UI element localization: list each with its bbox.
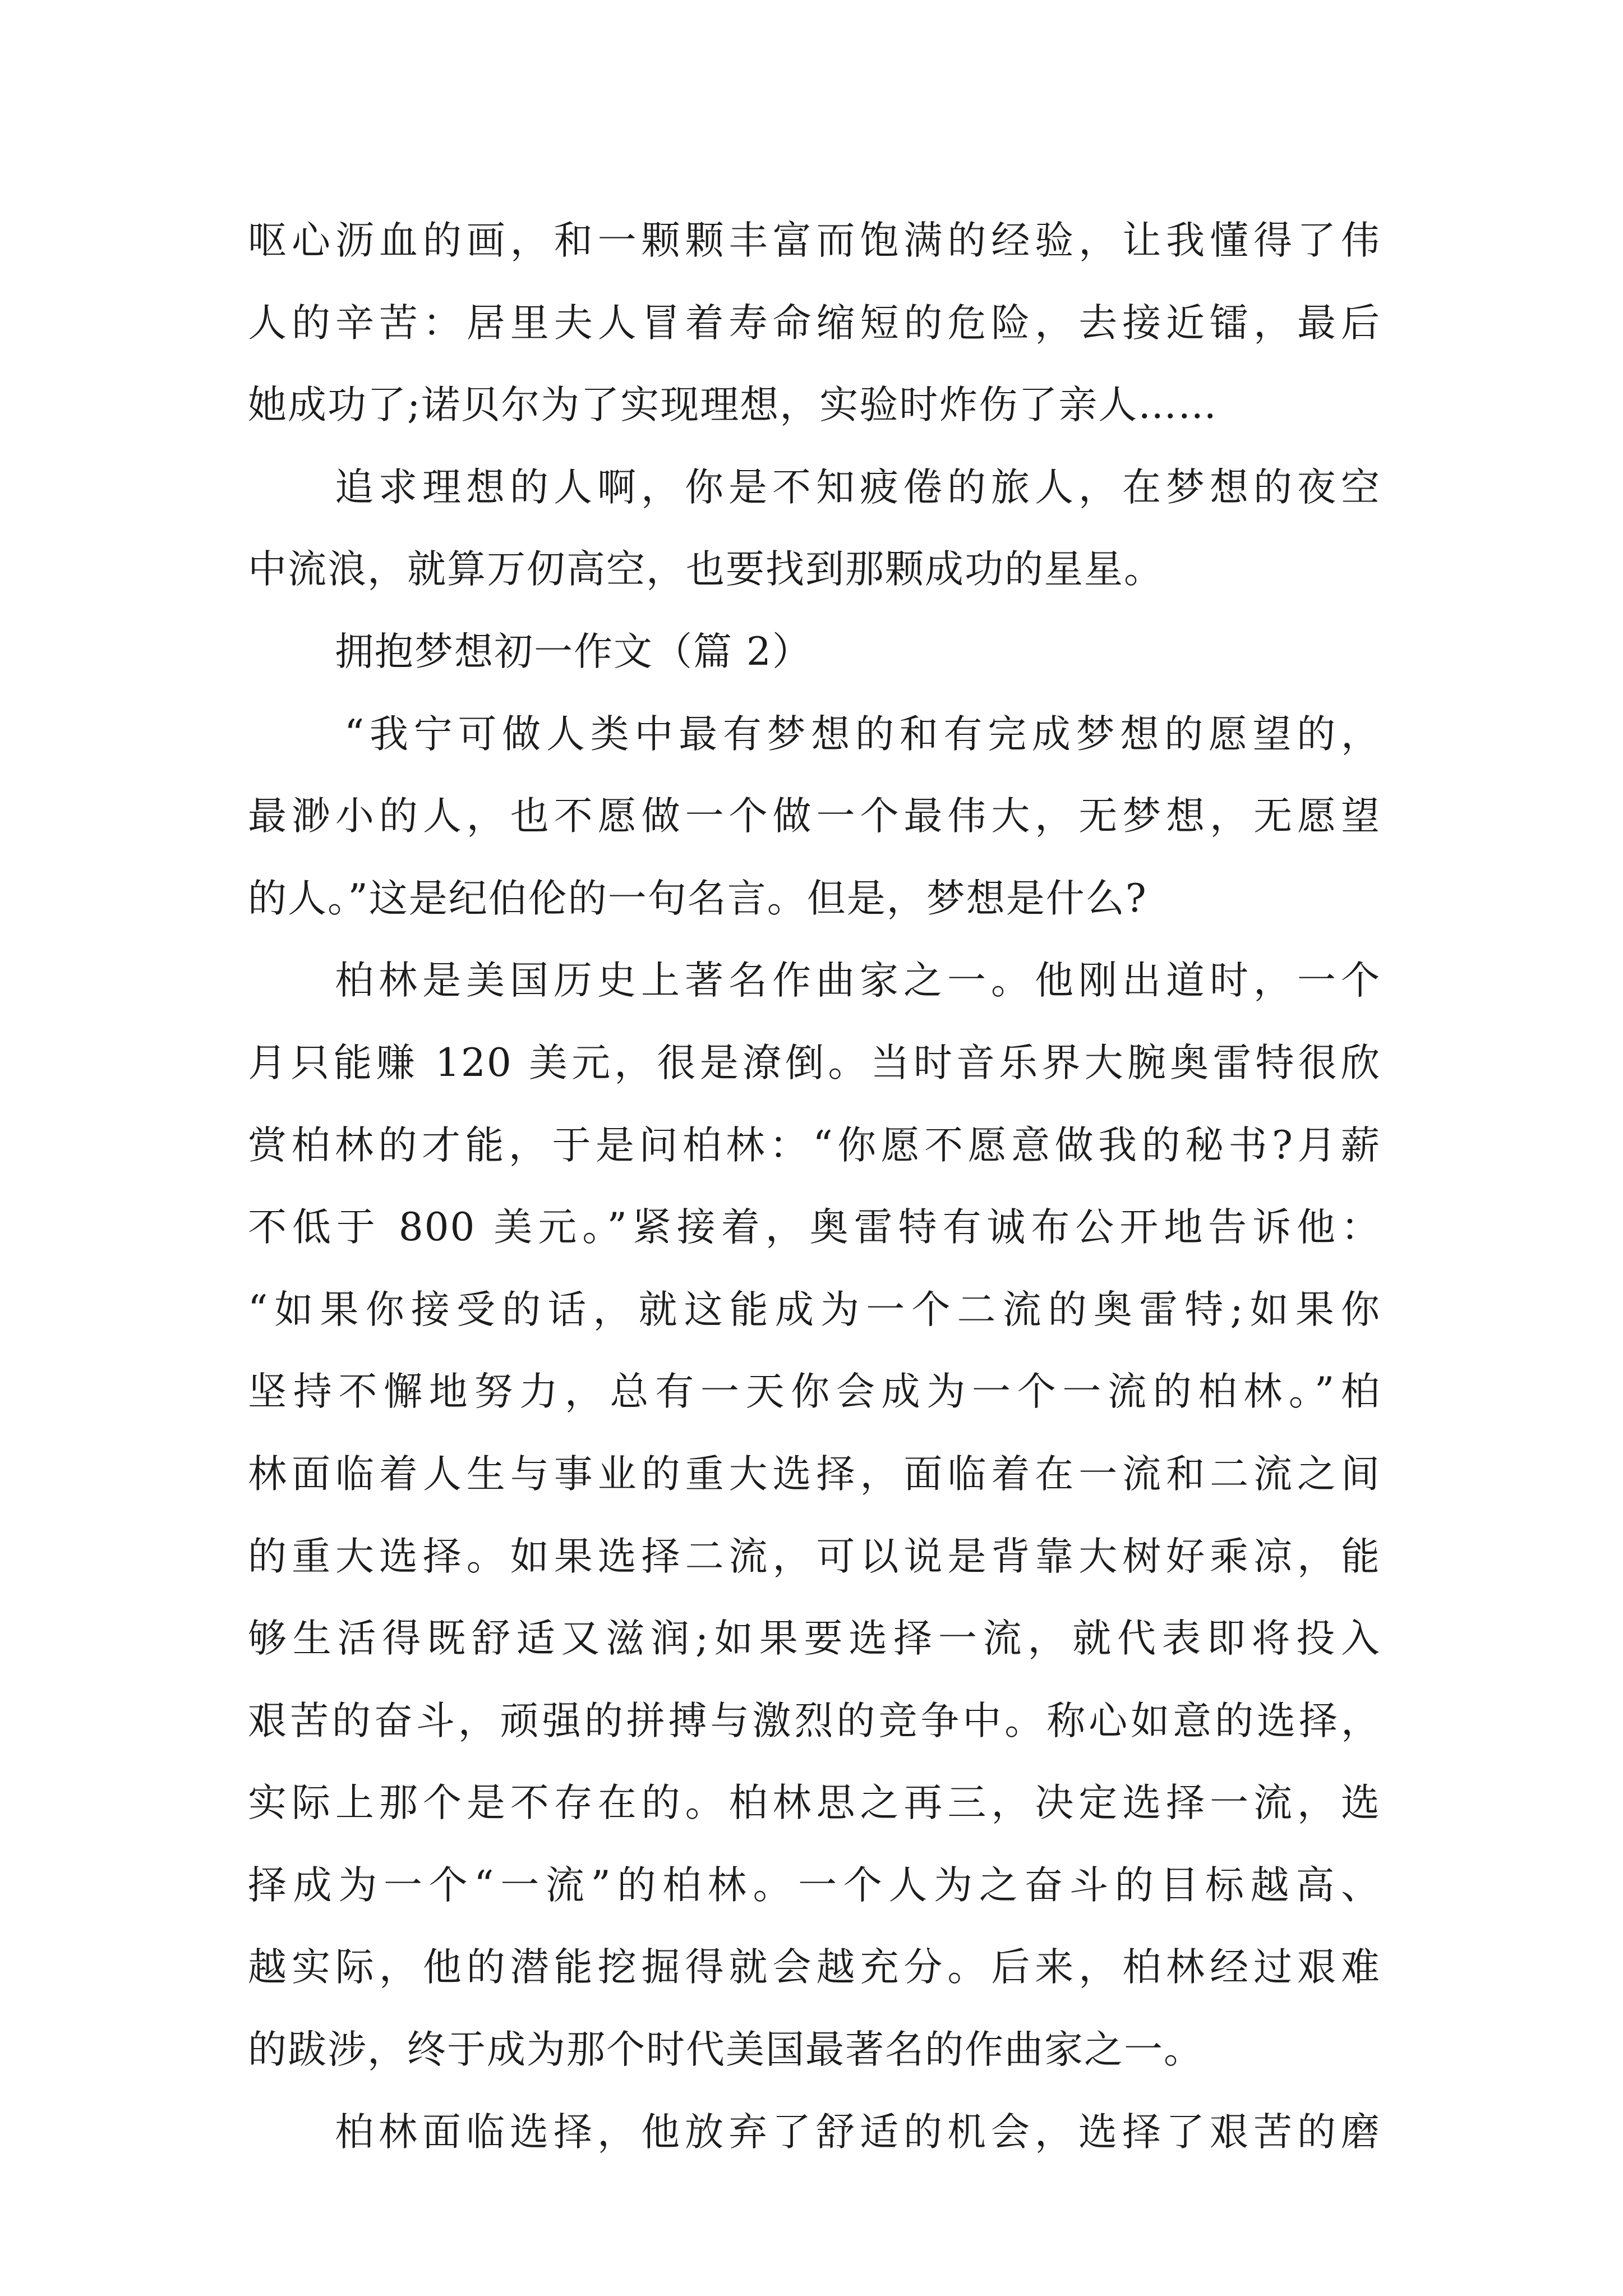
text-line: 实际上那个是不存在的。柏林思之再三，决定选择一流，选 bbox=[248, 1780, 1381, 1826]
text-line: 的人。”这是纪伯伦的一句名言。但是，梦想是什么? bbox=[248, 876, 1147, 921]
text-line: 艰苦的奋斗，顽强的拼搏与激烈的竞争中。称心如意的选择， bbox=[248, 1698, 1381, 1743]
text-line: 坚持不懈地努力，总有一天你会成为一个一流的柏林。”柏 bbox=[248, 1369, 1381, 1415]
text-line: 的跋涉，终于成为那个时代美国最著名的作曲家之一。 bbox=[248, 2027, 1204, 2073]
paragraph-start-line: 追求理想的人啊，你是不知疲倦的旅人，在梦想的夜空 bbox=[335, 464, 1381, 510]
text-line: 够生活得既舒适又滋润;如果要选择一流，就代表即将投入 bbox=[248, 1616, 1381, 1662]
paragraph-start-line: “我宁可做人类中最有梦想的和有完成梦想的愿望的， bbox=[344, 711, 1381, 757]
essay-text bbox=[248, 200, 1381, 2173]
text-line: 的重大选择。如果选择二流，可以说是背靠大树好乘凉，能 bbox=[248, 1534, 1381, 1579]
text-line: 赏柏林的才能，于是问柏林：“你愿不愿意做我的秘书?月薪 bbox=[248, 1122, 1381, 1168]
text-line: 择成为一个“一流”的柏林。一个人为之奋斗的目标越高、 bbox=[248, 1862, 1381, 1908]
text-line: 人的辛苦：居里夫人冒着寿命缩短的危险，去接近镭，最后 bbox=[248, 300, 1381, 346]
paragraph-start-line: 柏林是美国历史上著名作曲家之一。他刚出道时，一个 bbox=[335, 958, 1381, 1004]
text-line: 呕心沥血的画，和一颗颗丰富而饱满的经验，让我懂得了伟 bbox=[248, 218, 1381, 263]
text-line: 中流浪，就算万仞高空，也要找到那颗成功的星星。 bbox=[248, 547, 1164, 592]
section-heading: 拥抱梦想初一作文（篇 2） bbox=[335, 629, 812, 674]
text-line: “如果你接受的话，就这能成为一个二流的奥雷特;如果你 bbox=[248, 1287, 1381, 1332]
text-line: 林面临着人生与事业的重大选择，面临着在一流和二流之间 bbox=[248, 1451, 1381, 1497]
text-line: 最渺小的人，也不愿做一个做一个最伟大，无梦想，无愿望 bbox=[248, 794, 1381, 839]
text-line: 不低于 800 美元。”紧接着，奥雷特有诚布公开地告诉他： bbox=[248, 1205, 1381, 1250]
text-line: 越实际，他的潜能挖掘得就会越充分。后来，柏林经过艰难 bbox=[248, 1945, 1381, 1990]
paragraph-start-line: 柏林面临选择，他放弃了舒适的机会，选择了艰苦的磨 bbox=[335, 2109, 1381, 2155]
text-line: 月只能赚 120 美元，很是潦倒。当时音乐界大腕奥雷特很欣 bbox=[248, 1040, 1381, 1085]
text-line: 她成功了;诺贝尔为了实现理想，实验时炸伤了亲人…… bbox=[248, 383, 1218, 428]
